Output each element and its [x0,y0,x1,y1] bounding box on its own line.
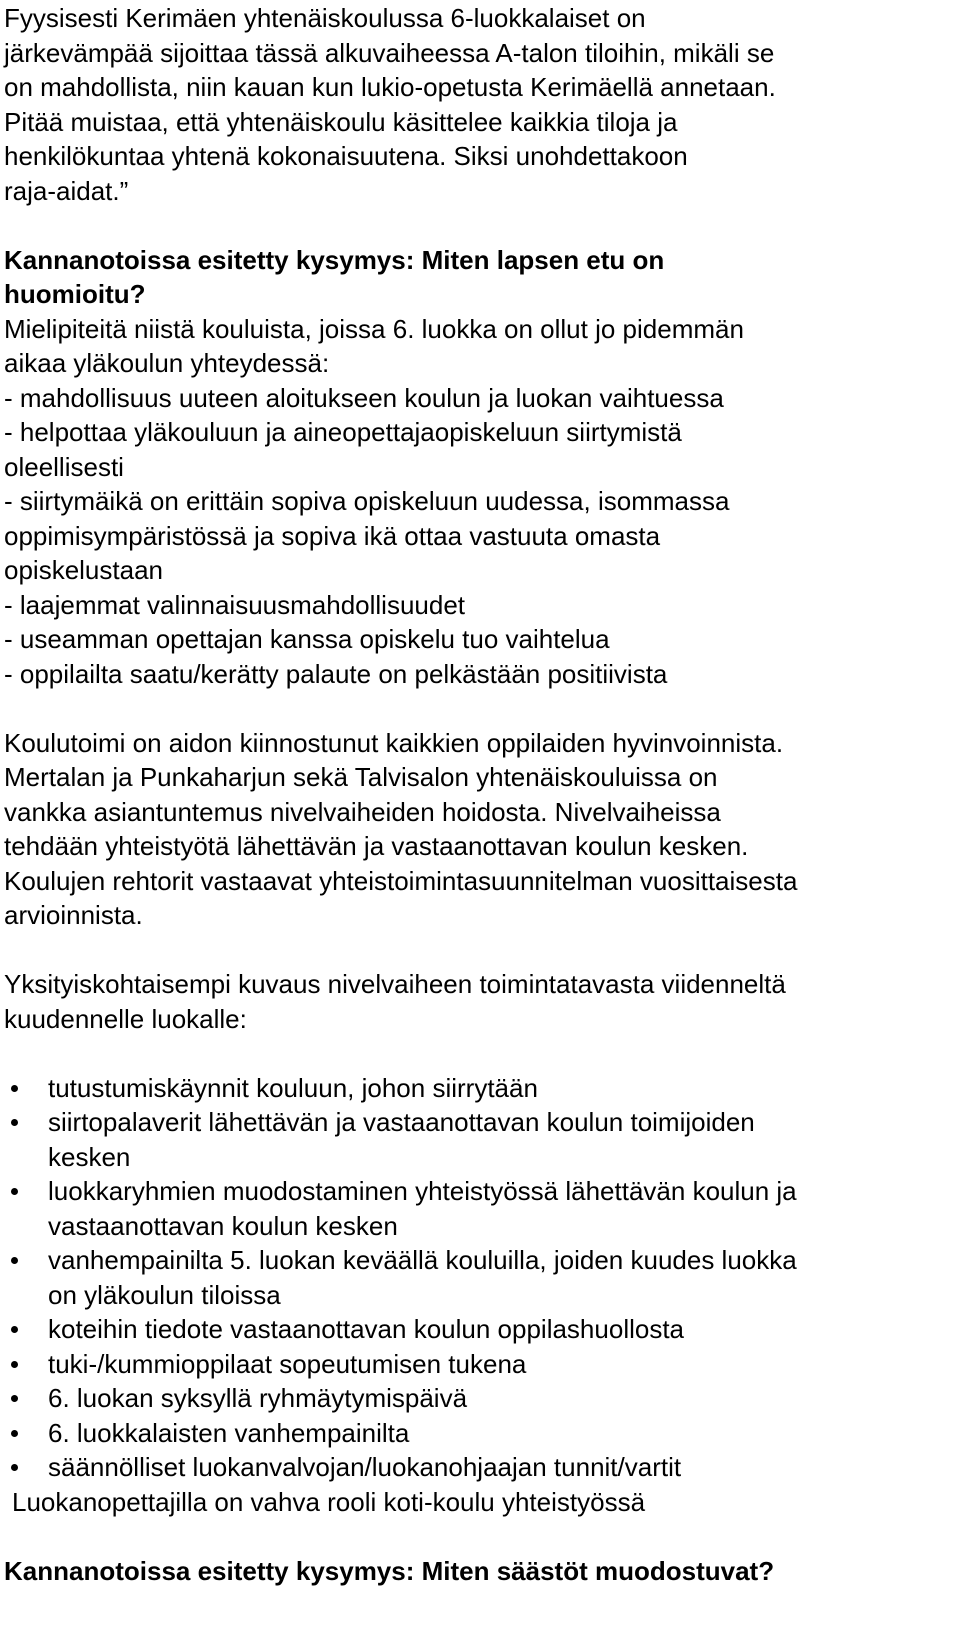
koulutoimi-line: Mertalan ja Punkaharjun sekä Talvisalon yhtenäiskouluissa on [4,762,718,792]
list-item-text: kesken [48,1141,131,1172]
opinion-line: - siirtymäikä on erittäin sopiva opiskeluun uudessa, isommassa [4,486,730,516]
list-item [4,1312,954,1347]
opinions-paragraph [4,312,954,692]
opinion-line: aikaa yläkoulun yhteydessä: [4,348,330,378]
list-item [4,1347,954,1382]
list-item-text: säännölliset luokanvalvojan/luokanohjaajan tunnit/vartit [48,1452,682,1482]
opinion-line: - laajemmat valinnaisuusmahdollisuudet [4,589,466,620]
transition-practices-list [4,1071,954,1485]
list-item-text: on yläkoulun tiloissa [48,1279,281,1310]
list-item-text: tutustumiskäynnit kouluun, johon siirrytään [48,1072,538,1103]
detail-intro-paragraph [4,967,954,1036]
closing-line: Luokanopettajilla on vahva rooli koti-koulu yhteistyössä [12,1486,646,1517]
paragraph-spacer [4,933,954,968]
bullet-icon [11,1430,18,1437]
bullet-icon [11,1326,18,1333]
list-item-text: vanhempainilta 5. luokan keväällä kouluilla, joiden kuudes luokka [48,1245,797,1275]
paragraph-spacer [4,691,954,726]
document-page [4,1,954,1588]
intro-line: henkilökuntaa yhtenä kokonaisuutena. Siksi unohdettakoon [4,141,688,171]
list-item-text: siirtopalaverit lähettävän ja vastaanottavan koulun toimijoiden [48,1107,755,1137]
list-item [4,1071,954,1106]
intro-line: raja-aidat.” [4,175,129,206]
list-item [4,1243,954,1312]
paragraph-spacer [4,208,954,243]
koulutoimi-line: Koulujen rehtorit vastaavat yhteistoimintasuunnitelman vuosittaisesta [4,865,798,896]
bullet-icon [11,1119,18,1126]
list-item-text: luokkaryhmien muodostaminen yhteistyössä lähettävän koulun ja [48,1176,797,1206]
bullet-icon [11,1257,18,1264]
bullet-icon [11,1395,18,1402]
intro-line: järkevämpää sijoittaa tässä alkuvaiheessa A-talon tiloihin, mikäli se [4,37,775,68]
section-heading-savings: Kannanotoissa esitetty kysymys: Miten säästöt muodostuvat? [4,1555,775,1586]
heading-line: Kannanotoissa esitetty kysymys: Miten lapsen etu on [4,244,665,275]
list-item-text: 6. luokan syksyllä ryhmäytymispäivä [48,1383,468,1413]
list-item [4,1105,954,1174]
koulutoimi-paragraph [4,726,954,933]
section-heading-child-interest [4,243,954,312]
list-item-text: koteihin tiedote vastaanottavan koulun oppilashuollosta [48,1314,685,1344]
opinion-line: Mielipiteitä niistä kouluista, joissa 6. luokka on ollut jo pidemmän [4,313,744,344]
paragraph-spacer [4,1519,954,1554]
intro-line: on mahdollista, niin kauan kun lukio-opetusta Kerimäellä annetaan. [4,72,776,102]
intro-line: Fyysisesti Kerimäen yhtenäiskoulussa 6-luokkalaiset on [4,3,646,33]
list-item [4,1381,954,1416]
heading-line: huomioitu? [4,279,146,309]
opinion-line: - oppilailta saatu/kerätty palaute on pelkästään positiivista [4,658,668,689]
list-item-text: tuki-/kummioppilaat sopeutumisen tukena [48,1348,527,1379]
opinion-line: - helpottaa yläkouluun ja aineopettajaopiskeluun siirtymistä [4,417,682,447]
intro-paragraph [4,1,954,208]
opinion-line: - mahdollisuus uuteen aloitukseen koulun ja luokan vaihtuessa [4,382,724,413]
list-item [4,1174,954,1243]
intro-line: Pitää muistaa, että yhtenäiskoulu käsittelee kaikkia tiloja ja [4,106,678,137]
koulutoimi-line: vankka asiantuntemus nivelvaiheiden hoidosta. Nivelvaiheissa [4,796,721,827]
bullet-icon [11,1361,18,1368]
bullet-icon [11,1085,18,1092]
koulutoimi-line: tehdään yhteistyötä lähettävän ja vastaanottavan koulun kesken. [4,831,749,861]
koulutoimi-line: Koulutoimi on aidon kiinnostunut kaikkien oppilaiden hyvinvoinnista. [4,727,784,758]
list-item-text: vastaanottavan koulun kesken [48,1210,398,1241]
opinion-line: oleellisesti [4,451,124,482]
list-item [4,1416,954,1451]
bullet-icon [11,1464,18,1471]
opinion-line: oppimisympäristössä ja sopiva ikä ottaa vastuuta omasta [4,520,661,551]
list-item-text: 6. luokkalaisten vanhempainilta [48,1417,410,1448]
opinion-line: opiskelustaan [4,555,163,585]
paragraph-spacer [4,1036,954,1071]
list-item [4,1450,954,1485]
bullet-icon [11,1188,18,1195]
koulutoimi-line: arvioinnista. [4,900,143,930]
detail-intro-line: kuudennelle luokalle: [4,1003,247,1034]
detail-intro-line: Yksityiskohtaisempi kuvaus nivelvaiheen toimintatavasta viidenneltä [4,969,786,999]
opinion-line: - useamman opettajan kanssa opiskelu tuo vaihtelua [4,624,610,654]
